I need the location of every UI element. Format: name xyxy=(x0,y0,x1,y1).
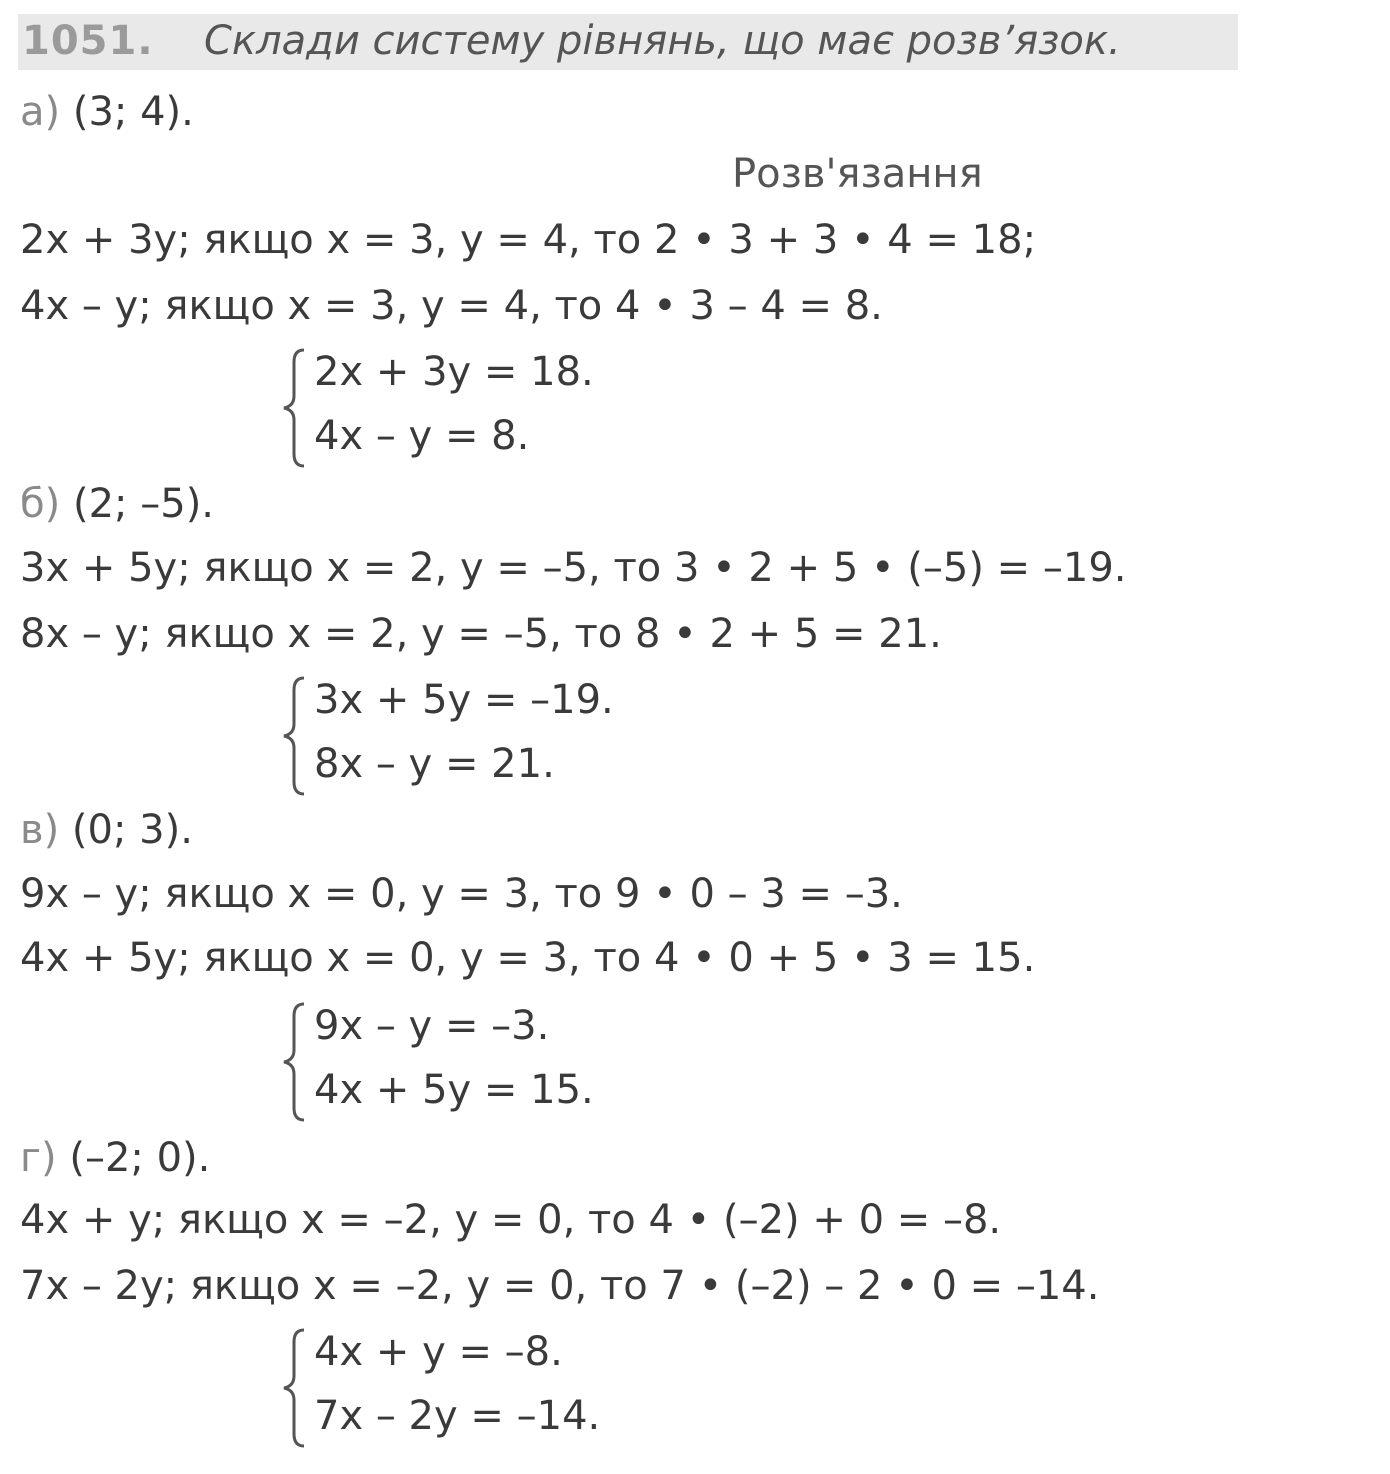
part-c-point: (0; 3). xyxy=(71,807,193,853)
part-d-system xyxy=(280,1326,720,1458)
part-d-line-1: 4x + y; якщо x = –2, y = 0, то 4 • (–2) + 0 = –8. xyxy=(20,1197,1002,1243)
left-brace-icon xyxy=(280,346,310,470)
part-b-heading xyxy=(20,480,214,528)
left-brace-icon xyxy=(280,1000,310,1124)
part-a-system xyxy=(280,346,720,478)
part-a-line-1: 2x + 3y; якщо x = 3, y = 4, то 2 • 3 + 3 • 4 = 18; xyxy=(20,217,1037,263)
solution-heading: Розв'язання xyxy=(732,151,983,197)
part-d-point: (–2; 0). xyxy=(69,1135,211,1181)
part-b-point: (2; –5). xyxy=(73,481,215,527)
part-c-label: в) xyxy=(20,807,60,853)
part-c-line-2: 4x + 5y; якщо x = 0, y = 3, то 4 • 0 + 5 • 3 = 15. xyxy=(20,935,1036,981)
problem-header xyxy=(18,14,1238,70)
part-a-point: (3; 4). xyxy=(72,89,194,135)
part-d-system-eq-1: 4x + y = –8. xyxy=(314,1329,563,1375)
left-brace-icon xyxy=(280,1326,310,1450)
part-c-system xyxy=(280,1000,720,1132)
part-b-label: б) xyxy=(20,481,61,527)
part-b-line-1: 3x + 5y; якщо x = 2, y = –5, то 3 • 2 + 5 • (–5) = –19. xyxy=(20,545,1127,591)
part-a-label: а) xyxy=(20,89,61,135)
part-a-heading xyxy=(20,88,194,136)
part-b-system-eq-1: 3x + 5y = –19. xyxy=(314,677,614,723)
part-a-system-eq-1: 2x + 3y = 18. xyxy=(314,349,594,395)
part-a-line-2: 4x – y; якщо x = 3, y = 4, то 4 • 3 – 4 = 8. xyxy=(20,283,883,329)
left-brace-icon xyxy=(280,674,310,798)
part-b-line-2: 8x – y; якщо x = 2, y = –5, то 8 • 2 + 5 = 21. xyxy=(20,611,942,657)
part-c-heading xyxy=(20,806,193,854)
part-a-system-eq-2: 4x – y = 8. xyxy=(314,413,530,459)
part-d-line-2: 7x – 2y; якщо x = –2, y = 0, то 7 • (–2) – 2 • 0 = –14. xyxy=(20,1263,1100,1309)
part-c-system-eq-2: 4x + 5y = 15. xyxy=(314,1067,594,1113)
part-c-system-eq-1: 9x – y = –3. xyxy=(314,1003,550,1049)
problem-number: 1051. xyxy=(22,18,154,64)
part-b-system xyxy=(280,674,720,806)
part-b-system-eq-2: 8x – y = 21. xyxy=(314,741,555,787)
part-c-line-1: 9x – y; якщо x = 0, y = 3, то 9 • 0 – 3 = –3. xyxy=(20,871,903,917)
part-d-system-eq-2: 7x – 2y = –14. xyxy=(314,1393,601,1439)
problem-title: Склади систему рівнянь, що має розв’язок. xyxy=(204,18,1121,64)
part-d-heading xyxy=(20,1134,210,1182)
part-d-label: г) xyxy=(20,1135,57,1181)
